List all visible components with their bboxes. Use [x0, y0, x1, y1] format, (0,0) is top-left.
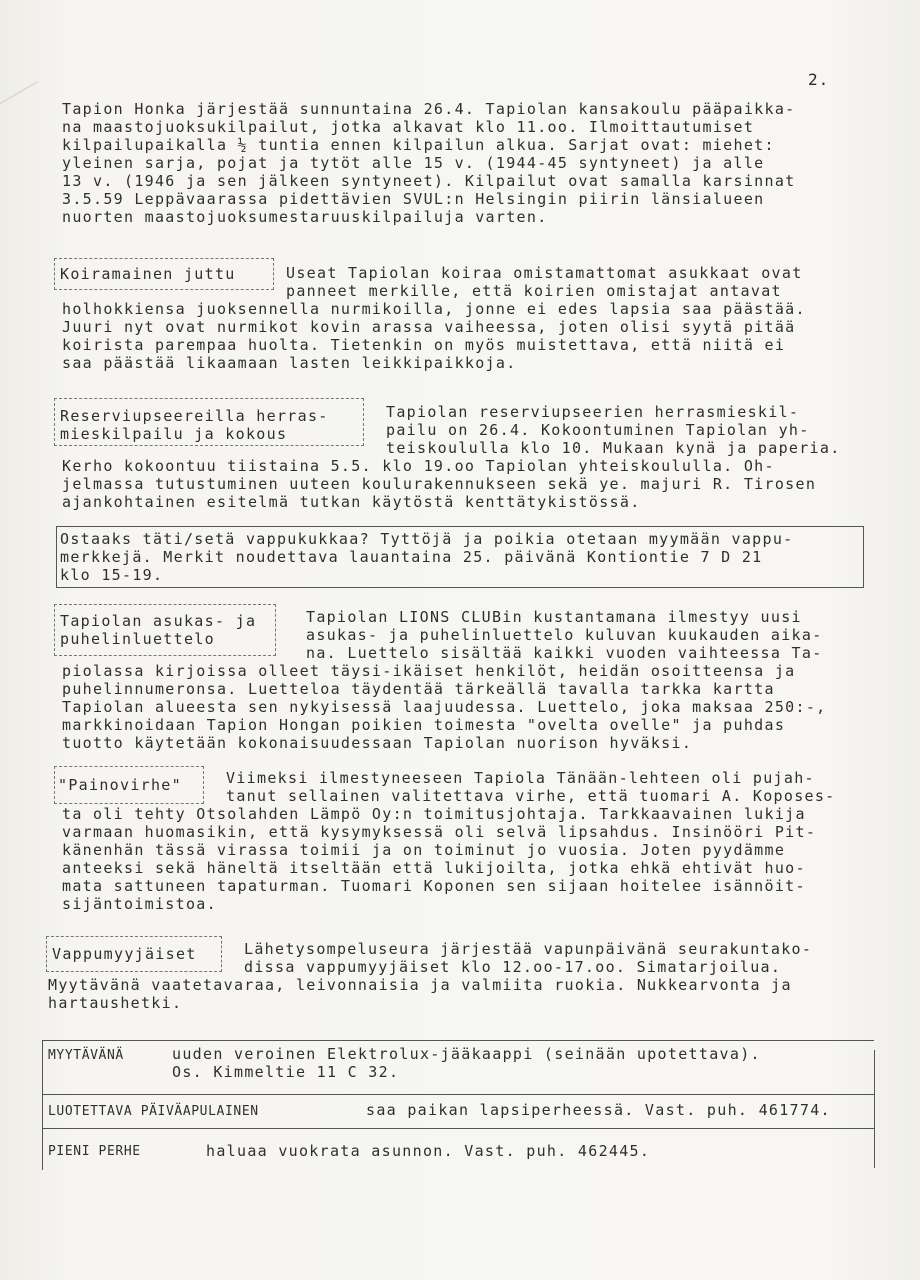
ad-label: MYYTÄVÄNÄ [48, 1048, 124, 1063]
text-line: 3.5.59 Leppävaarassa pidettävien SVUL:n Helsingin piirin länsialueen [62, 190, 765, 208]
text-line: Tapion Honka järjestää sunnuntaina 26.4. Tapiolan kansakoulu pääpaikka- [62, 100, 796, 118]
ad-text: saa paikan lapsiperheessä. Vast. puh. 461774. [366, 1101, 831, 1119]
text-line: teiskoululla klo 10. Mukaan kynä ja paperia. [386, 439, 841, 457]
text-line: holhokkiensa juoksennella nurmikoilla, jonne ei edes lapsia saa päästää. [62, 300, 806, 318]
page-number: 2. [808, 70, 830, 89]
text-line: koirista parempaa huolta. Tietenkin on myös muistettava, että niitä ei [62, 336, 786, 354]
text-line: känenhän tässä virassa toimii ja on toiminut jo vuosia. Joten pyydämme [62, 841, 786, 859]
text-line: panneet merkille, että koirien omistajat antavat [286, 282, 782, 300]
text-line: Juuri nyt ovat nurmikot kovin arassa vaiheessa, joten olisi syytä pitää [62, 318, 796, 336]
text-line: ta oli tehty Otsolahden Lämpö Oy:n toimitusjohtaja. Tarkkaavainen lukija [62, 805, 806, 823]
ad-text: uuden veroinen Elektrolux-jääkaappi (seinään upotettava). [172, 1045, 761, 1063]
section-heading: "Painovirhe" [58, 776, 182, 794]
text-line: kilpailupaikalla ½ tuntia ennen kilpailun alkua. Sarjat ovat: miehet: [62, 136, 775, 154]
text-line: yleinen sarja, pojat ja tytöt alle 15 v. (1944-45 syntyneet) ja alle [62, 154, 765, 172]
ad-label: PIENI PERHE [48, 1144, 141, 1159]
text-line: piolassa kirjoissa olleet täysi-ikäiset henkilöt, heidän osoitteensa ja [62, 662, 796, 680]
ad-divider [42, 1128, 874, 1129]
text-line: mata sattuneen tapaturman. Tuomari Koponen sen sijaan hoitelee isännöit- [62, 877, 806, 895]
page-fold-mark [0, 81, 38, 144]
text-line: tanut sellainen valitettava virhe, että tuomari A. Koposes- [226, 787, 836, 805]
text-line: varmaan huomasikin, että kysymyksessä oli selvä lipsahdus. Insinööri Pit- [62, 823, 817, 841]
text-line: sijäntoimistoa. [62, 895, 217, 913]
text-line: Tapiolan alueesta sen nykyisessä laajuudessa. Luettelo, joka maksaa 250:-, [62, 698, 827, 716]
text-line: ajankohtainen esitelmä tutkan käytöstä kenttätykistössä. [62, 493, 641, 511]
ad-text: Os. Kimmeltie 11 C 32. [172, 1063, 400, 1081]
text-line: Tapiolan LIONS CLUBin kustantamana ilmestyy uusi [306, 608, 802, 626]
ad-divider [42, 1094, 874, 1095]
text-line: jelmassa tutustuminen uuteen koulurakennukseen sekä ye. majuri R. Tirosen [62, 475, 817, 493]
text-line: asukas- ja puhelinluettelo kuluvan kuukauden aika- [306, 626, 823, 644]
text-line: Viimeksi ilmestyneeseen Tapiola Tänään-lehteen oli pujah- [226, 769, 815, 787]
section-heading: Tapiolan asukas- ja [60, 612, 257, 630]
text-line: Useat Tapiolan koiraa omistamattomat asukkaat ovat [286, 264, 803, 282]
text-line: na maastojuoksukilpailut, jotka alkavat klo 11.oo. Ilmoittautumiset [62, 118, 755, 136]
text-line: Kerho kokoontuu tiistaina 5.5. klo 19.oo Tapiolan yhteiskoululla. Oh- [62, 457, 775, 475]
section-heading: puhelinluettelo [60, 630, 215, 648]
text-line: pailu on 26.4. Kokoontuminen Tapiolan yh- [386, 421, 810, 439]
text-line: saa päästää likaamaan lasten leikkipaikkoja. [62, 354, 517, 372]
text-line: Tapiolan reserviupseerien herrasmieskil- [386, 403, 800, 421]
ads-left-rule [42, 1040, 43, 1170]
text-line: puhelinnumeronsa. Luetteloa täydentää tärkeällä tavalla tarkka kartta [62, 680, 775, 698]
ads-right-rule [874, 1050, 875, 1168]
text-line: 13 v. (1946 ja sen jälkeen syntyneet). Kilpailut ovat samalla karsinnat [62, 172, 796, 190]
section-heading: Vappumyyjäiset [52, 945, 197, 963]
ad-text: haluaa vuokrata asunnon. Vast. puh. 462445. [206, 1142, 651, 1160]
text-line: anteeksi sekä häneltä itseltään että lukijoilta, jotka ehkä ehtivät huo- [62, 859, 806, 877]
section-heading: Koiramainen juttu [60, 265, 236, 283]
section-heading: Reserviupseereilla herras- [60, 407, 329, 425]
text-line: klo 15-19. [60, 566, 164, 584]
text-line: tuotto käytetään kokonaisuudessaan Tapiolan nuorison hyväksi. [62, 734, 693, 752]
text-line: Myytävänä vaatetavaraa, leivonnaisia ja valmiita ruokia. Nukkearvonta ja [48, 976, 792, 994]
ad-label: LUOTETTAVA PÄIVÄAPULAINEN [48, 1104, 259, 1119]
text-line: hartaushetki. [48, 994, 183, 1012]
section-heading: mieskilpailu ja kokous [60, 425, 288, 443]
text-line: dissa vappumyyjäiset klo 12.oo-17.oo. Simatarjoilua. [244, 958, 782, 976]
text-line: na. Luettelo sisältää kaikki vuoden vaihteessa Ta- [306, 644, 823, 662]
text-line: merkkejä. Merkit noudettava lauantaina 25. päivänä Kontiontie 7 D 21 [60, 548, 763, 566]
text-line: Ostaaks täti/setä vappukukkaa? Tyttöjä ja poikia otetaan myymään vappu- [60, 530, 794, 548]
ad-divider [42, 1040, 874, 1041]
text-line: markkinoidaan Tapion Hongan poikien toimesta "ovelta ovelle" ja puhdas [62, 716, 786, 734]
text-line: nuorten maastojuoksumestaruuskilpailuja varten. [62, 208, 548, 226]
text-line: Lähetysompeluseura järjestää vapunpäivänä seurakuntako- [244, 940, 813, 958]
